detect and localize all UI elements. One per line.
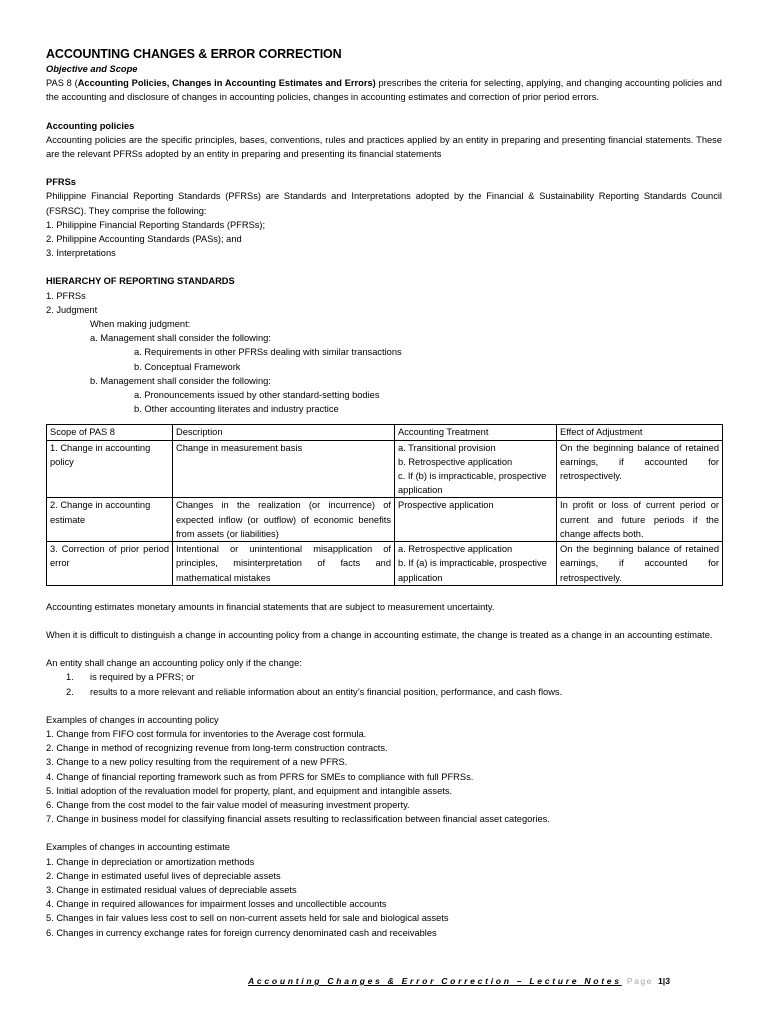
list-text: results to a more relevant and reliable information about an entity’s financial position, performance, and cash flows. [90,686,563,697]
list-item: 3. Change in estimated residual values of depreciable assets [46,884,297,895]
list-number: 1. [66,672,74,683]
treatment-cell [395,498,557,542]
list-item: 6. Change from the cost model to the fair value model of measuring investment property. [46,799,410,810]
list-item: 7. Change in business model for classifying financial assets resulting to reclassification between financial asset categories. [46,814,550,825]
list-item: 1. Change from FIFO cost formula for inventories to the Average cost formula. [46,728,367,739]
policies-heading: Accounting policies [46,120,135,131]
list-item: 2. Change in estimated useful lives of depreciable assets [46,870,281,881]
list-item: 1. Change in depreciation or amortization methods [46,856,255,867]
page-footer [248,976,670,986]
treatment-line: c. If (b) is impracticable, prospective application [398,471,547,496]
list-item: 6. Changes in currency exchange rates for foreign currency denominated cash and receivables [46,927,437,938]
scope-cell: 2. Change in accounting estimate [47,498,173,542]
list-item [66,670,722,684]
effect-cell: On the beginning balance of retained earnings, if accounted for retrospectively. [557,542,723,586]
table-row [47,498,723,542]
judgment-a-item: b. Conceptual Framework [134,361,241,372]
list-item: 4. Change of financial reporting framework such as from PFRS for SMEs to compliance with full PFRSs. [46,771,474,782]
judgment-b-item: b. Other accounting literates and industry practice [134,404,339,415]
judgment-b: b. Management shall consider the following: [90,375,271,386]
entity-change-conditions [46,670,722,698]
list-item: 3. Change to a new policy resulting from the requirement of a new PFRS. [46,757,348,768]
judgment-a-item: a. Requirements in other PFRSs dealing with similar transactions [134,347,402,358]
list-item: 5. Changes in fair values less cost to sell on non-current assets held for sale and biological assets [46,913,449,924]
judgment-intro: When making judgment: [90,319,191,330]
list-text: is required by a PFRS; or [90,672,195,683]
scope-cell: 3. Correction of prior period error [47,542,173,586]
pas8-full-title: Accounting Policies, Changes in Accounting Estimates and Errors) [77,78,376,89]
treatment-line: a. Transitional provision [398,442,496,453]
table-header-cell: Description [173,425,395,440]
objective-paragraph [46,76,722,104]
description-cell: Change in measurement basis [173,440,395,498]
table-row [47,440,723,498]
treatment-cell [395,542,557,586]
treatment-line: Prospective application [398,500,494,511]
objective-text-pre: PAS 8 ( [46,78,78,89]
table-header-row [47,425,723,440]
pfrss-item: 2. Philippine Accounting Standards (PASs); and [46,234,242,245]
hierarchy-item-judgment: 2. Judgment [46,304,98,315]
pas8-scope-table [46,424,723,585]
estimates-definition: Accounting estimates monetary amounts in financial statements that are subject to measurement uncertainty. [46,601,495,612]
effect-cell: In profit or loss of current period or current and future periods if the change affects both. [557,498,723,542]
estimate-examples-heading: Examples of changes in accounting estimate [46,842,230,853]
description-cell: Intentional or unintentional misapplication of principles, misinterpretation of facts and mathematical mistakes [173,542,395,586]
entity-change-intro: An entity shall change an accounting policy only if the change: [46,658,302,669]
treatment-line: b. If (a) is impracticable, prospective application [398,558,547,583]
policy-examples-heading: Examples of changes in accounting policy [46,714,219,725]
footer-page-number: 1|3 [658,976,670,986]
document-page [46,46,722,940]
distinguish-paragraph: When it is difficult to distinguish a change in accounting policy from a change in accounting estimate, the change is treated as a change in an accounting estimate. [46,629,713,640]
document-title: ACCOUNTING CHANGES & ERROR CORRECTION [46,47,342,61]
footer-page-label: Page [626,976,653,986]
table-header-cell: Scope of PAS 8 [47,425,173,440]
list-item [66,685,722,699]
judgment-a: a. Management shall consider the following: [90,333,271,344]
hierarchy-heading: HIERARCHY OF REPORTING STANDARDS [46,276,235,287]
description-cell: Changes in the realization (or incurrence) of expected inflow (or outflow) of economic benefits from assets (or liabilities) [173,498,395,542]
list-item: 4. Change in required allowances for impairment losses and uncollectible accounts [46,899,387,910]
list-item: 5. Initial adoption of the revaluation model for property, plant, and equipment and intangible assets. [46,785,453,796]
hierarchy-item-pfrss: 1. PFRSs [46,290,86,301]
scope-cell: 1. Change in accounting policy [47,440,173,498]
table-header-cell: Accounting Treatment [395,425,557,440]
list-number: 2. [66,686,74,697]
table-header-cell: Effect of Adjustment [557,425,723,440]
pfrss-paragraph: Philippine Financial Reporting Standards (PFRSs) are Standards and Interpretations adopted by the Financial & Sustainability Reporting Standards Council (FSRSC). They comprise the following: [46,191,722,216]
treatment-line: a. Retrospective application [398,544,513,555]
pfrss-item: 3. Interpretations [46,248,116,259]
footer-title: Accounting Changes & Error Correction – Lecture Notes [248,976,622,986]
effect-cell: On the beginning balance of retained earnings, if accounted for retrospectively. [557,440,723,498]
pfrss-heading: PFRSs [46,177,76,188]
policies-paragraph: Accounting policies are the specific principles, bases, conventions, rules and practices applied by an entity in preparing and presenting financial statements. These are the relevant PFRSs adopted by an entity in preparing and presenting its financial statements [46,134,722,160]
treatment-cell [395,440,557,498]
table-row [47,542,723,586]
treatment-line: b. Retrospective application [398,456,513,467]
objective-text-post: prescribes the criteria for selecting, applying, and changing accounting policies and the accounting and disclosure of changes in accounting policies, changes in accounting estimates and correction of prior period errors. [46,78,722,103]
objective-heading: Objective and Scope [46,64,138,74]
judgment-b-item: a. Pronouncements issued by other standard-setting bodies [134,390,380,401]
list-item: 2. Change in method of recognizing revenue from long-term construction contracts. [46,743,388,754]
pfrss-item: 1. Philippine Financial Reporting Standards (PFRSs); [46,219,266,230]
